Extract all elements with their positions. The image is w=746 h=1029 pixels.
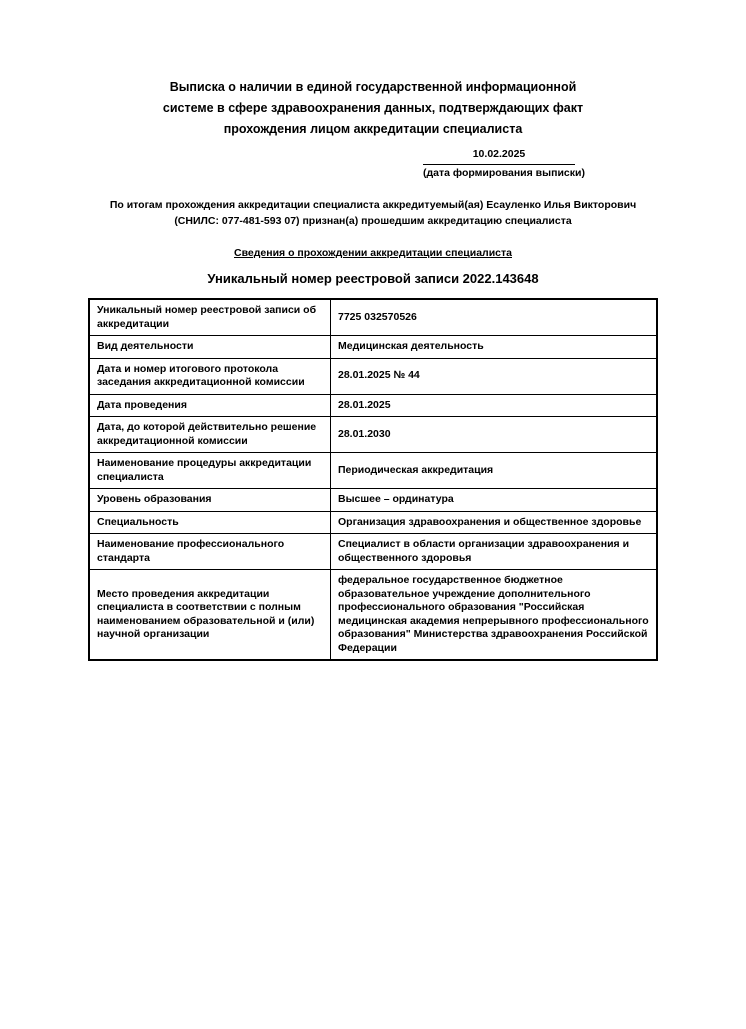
row-label-cell: Вид деятельности (89, 336, 331, 359)
table-row (89, 358, 657, 394)
row-value-cell: 28.01.2030 (331, 417, 658, 453)
page-title-line: Выписка о наличии в единой государственной информационной (169, 80, 577, 94)
row-value-cell: Высшее – ординатура (331, 489, 658, 512)
page-title-line: прохождения лицом аккредитации специалиста (223, 122, 523, 136)
row-label-cell: Уровень образования (89, 489, 331, 512)
issue-date-block (423, 148, 585, 180)
issue-date-caption: (дата формирования выписки) (423, 167, 585, 179)
row-label-cell: Специальность (89, 511, 331, 534)
page-title (88, 77, 658, 140)
row-label-cell: Дата и номер итогового протокола заседания аккредитационной комиссии (89, 358, 331, 394)
row-value-cell: Медицинская деятельность (331, 336, 658, 359)
row-value-cell: Организация здравоохранения и общественное здоровье (331, 511, 658, 534)
row-value-cell: Специалист в области организации здравоохранения и общественного здоровья (331, 534, 658, 570)
row-label-cell: Наименование профессионального стандарта (89, 534, 331, 570)
accreditation-table-body (89, 299, 657, 660)
table-row (89, 570, 657, 661)
table-row (89, 417, 657, 453)
summary-paragraph: По итогам прохождения аккредитации специалиста аккредитуемый(ая) Есауленко Илья Викторович (СНИЛС: 077-481-593 07) признан(а) прошедшим аккредитацию специалиста (109, 199, 637, 227)
row-value-cell: федеральное государственное бюджетное образовательное учреждение дополнительного профессионального образования "Российская медицинская академия непрерывного профессионального образования" Министерства здравоохранения Российской Федерации (331, 570, 658, 661)
table-row (89, 489, 657, 512)
table-row (89, 534, 657, 570)
section-header: Сведения о прохождении аккредитации специалиста (234, 247, 512, 259)
table-row (89, 394, 657, 417)
page-title-line: системе в сфере здравоохранения данных, подтверждающих факт (162, 101, 584, 115)
row-label-cell: Уникальный номер реестровой записи об аккредитации (89, 299, 331, 336)
row-value-cell: Периодическая аккредитация (331, 453, 658, 489)
issue-date: 10.02.2025 (423, 148, 575, 165)
registry-record-header: Уникальный номер реестровой записи 2022.143648 (207, 271, 539, 286)
table-row (89, 299, 657, 336)
row-value-cell: 28.01.2025 (331, 394, 658, 417)
row-value-cell: 28.01.2025 № 44 (331, 358, 658, 394)
row-label-cell: Наименование процедуры аккредитации специалиста (89, 453, 331, 489)
row-label-cell: Место проведения аккредитации специалиста в соответствии с полным наименованием образовательной и (или) научной организации (89, 570, 331, 661)
accreditation-table (88, 298, 658, 661)
row-label-cell: Дата, до которой действительно решение аккредитационной комиссии (89, 417, 331, 453)
table-row (89, 511, 657, 534)
row-label-cell: Дата проведения (89, 394, 331, 417)
table-row (89, 453, 657, 489)
row-value-cell: 7725 032570526 (331, 299, 658, 336)
table-row (89, 336, 657, 359)
